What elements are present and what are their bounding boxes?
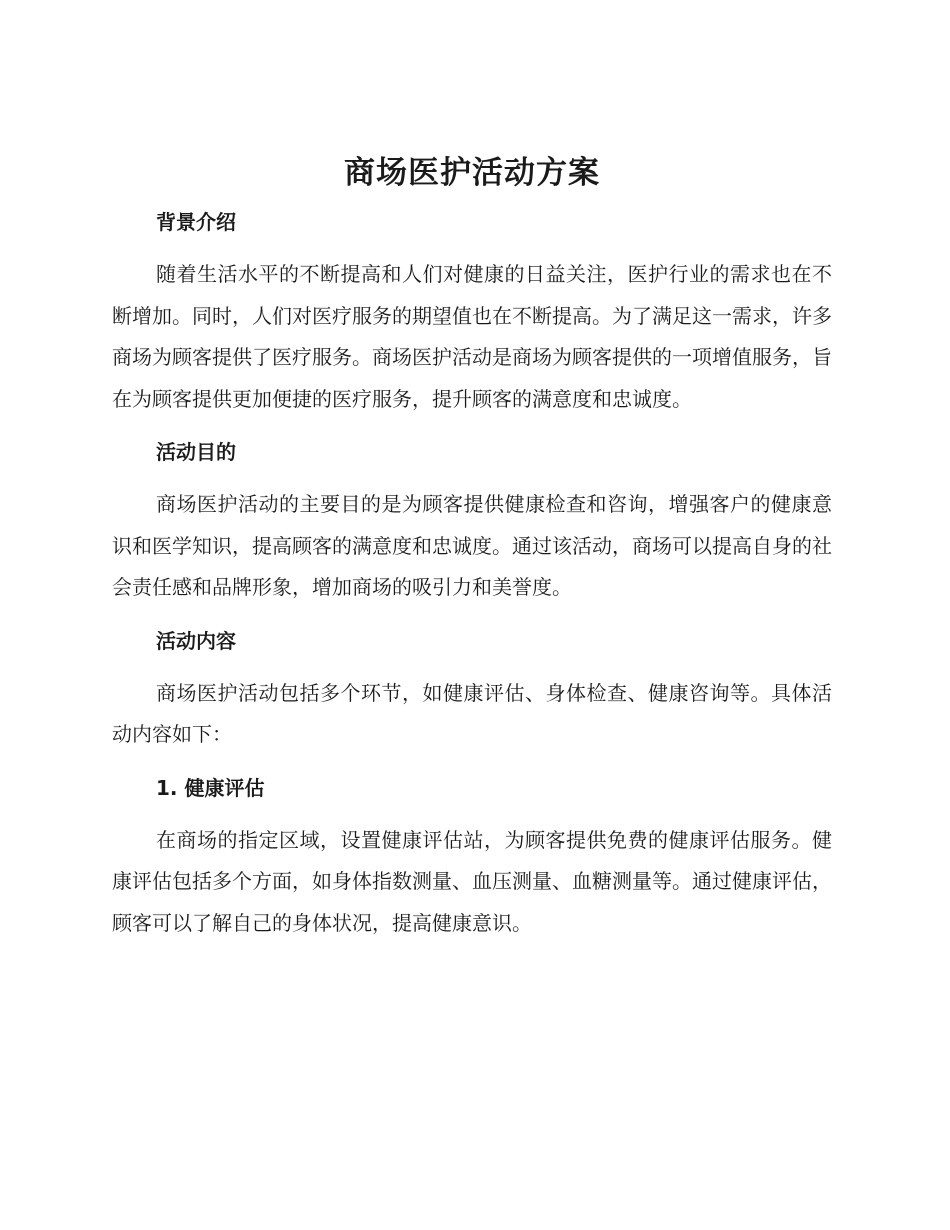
section-heading-health-assessment: 1. 健康评估 xyxy=(156,775,265,800)
spacer xyxy=(112,244,832,254)
document-title: 商场医护活动方案 xyxy=(344,155,600,191)
spacer xyxy=(112,810,832,820)
spacer xyxy=(112,609,832,619)
section-heading-purpose: 活动目的 xyxy=(156,440,236,464)
paragraph-content: 商场医护活动包括多个环节，如健康评估、身体检查、健康咨询等。具体活动内容如下： xyxy=(112,680,832,746)
paragraph-background: 随着生活水平的不断提高和人们对健康的日益关注，医护行业的需求也在不断增加。同时，人们对医疗服务的期望值也在不断提高。为了满足这一需求，许多商场为顾客提供了医疗服务。商场医护活动是商场为顾客提供的一项增值服务，旨在为顾客提供更加便捷的医疗服务，提升顾客的满意度和忠诚度。 xyxy=(112,262,832,411)
paragraph-health-assessment: 在商场的指定区域，设置健康评估站，为顾客提供免费的健康评估服务。健康评估包括多个方面，如身体指数测量、血压测量、血糖测量等。通过健康评估，顾客可以了解自己的身体状况，提高健康意识。 xyxy=(112,827,832,935)
document-body xyxy=(112,148,832,944)
spacer xyxy=(112,663,832,673)
section-heading-background: 背景介绍 xyxy=(156,210,236,234)
section-heading-content: 活动内容 xyxy=(156,628,236,653)
spacer xyxy=(112,756,832,766)
spacer xyxy=(112,474,832,484)
paragraph-purpose: 商场医护活动的主要目的是为顾客提供健康检查和咨询，增强客户的健康意识和医学知识，提高顾客的满意度和忠诚度。通过该活动，商场可以提高自身的社会责任感和品牌形象，增加商场的吸引力和美誉度。 xyxy=(112,492,832,599)
spacer xyxy=(112,420,832,430)
